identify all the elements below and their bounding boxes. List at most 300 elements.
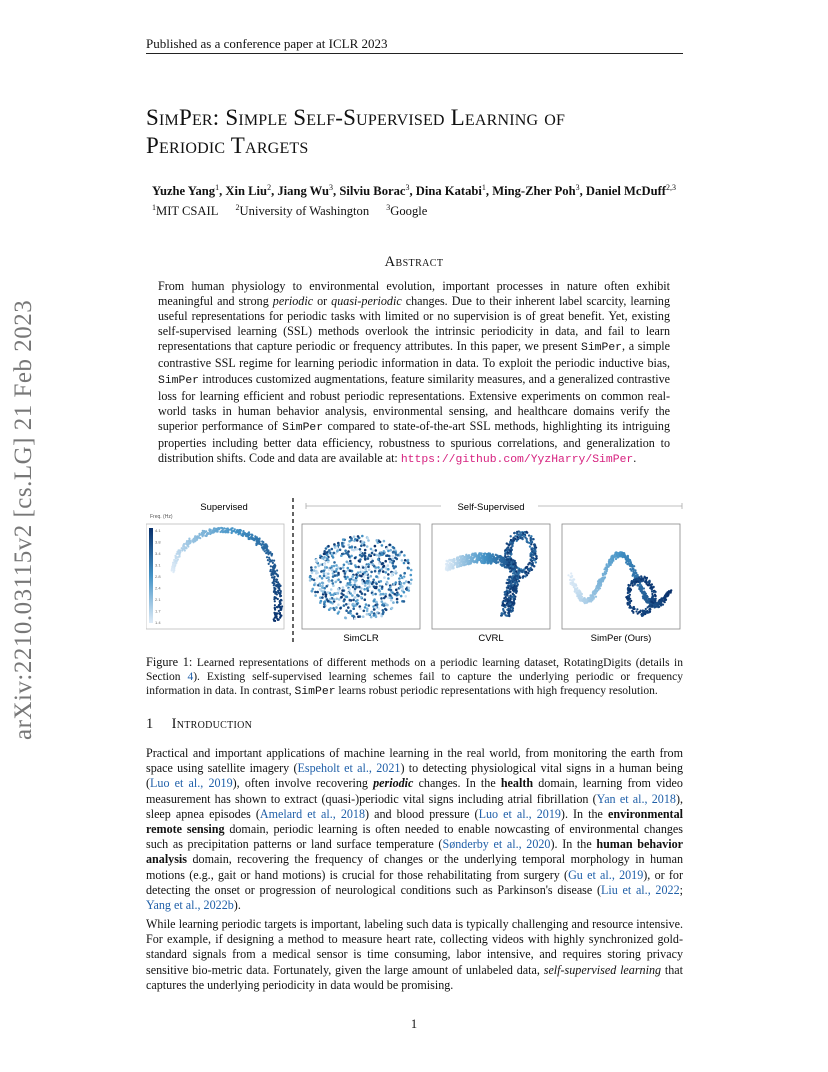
embedding-point [403, 582, 406, 585]
embedding-point [386, 554, 389, 557]
embedding-point [530, 559, 532, 561]
embedding-point [490, 561, 492, 563]
embedding-point [330, 594, 333, 597]
embedding-point [280, 590, 282, 592]
embedding-point [316, 560, 319, 563]
embedding-point [510, 580, 512, 582]
embedding-point [363, 610, 366, 613]
embedding-point [405, 580, 408, 583]
embedding-point [309, 579, 312, 582]
embedding-point [333, 552, 336, 555]
embedding-point [516, 575, 518, 577]
embedding-point [248, 531, 250, 533]
embedding-point [321, 596, 324, 599]
title-line-1: SimPer: Simple Self-Supervised Learning of [146, 105, 566, 130]
embedding-point [381, 600, 384, 603]
embedding-point [273, 582, 275, 584]
embedding-point [370, 548, 373, 551]
embedding-point [384, 560, 387, 563]
embedding-point [509, 591, 511, 593]
embedding-point [637, 613, 639, 615]
embedding-point [339, 607, 342, 610]
embedding-point [318, 583, 321, 586]
colorbar-tick-label: 2.8 [155, 574, 161, 579]
embedding-point [383, 565, 386, 568]
embedding-point [484, 557, 486, 559]
embedding-point [403, 562, 406, 565]
self-supervised-label: Self-Supervised [457, 502, 525, 513]
embedding-point [345, 609, 348, 612]
embedding-point [328, 608, 331, 611]
embedding-point [235, 531, 237, 533]
embedding-point [372, 581, 375, 584]
embedding-point [354, 617, 357, 620]
supervised-label: Supervised [200, 502, 248, 513]
embedding-point [274, 609, 276, 611]
embedding-point [396, 598, 399, 601]
embedding-point [344, 575, 347, 578]
code-link[interactable]: https://github.com/YyzHarry/SimPer [400, 454, 634, 467]
embedding-point [387, 568, 390, 571]
embedding-point [331, 579, 334, 582]
embedding-point [386, 604, 389, 607]
embedding-point [336, 598, 339, 601]
embedding-point [382, 609, 385, 612]
section-ref[interactable]: 4 [187, 671, 194, 683]
embedding-point [530, 555, 532, 557]
embedding-point [313, 579, 316, 582]
embedding-point [343, 604, 346, 607]
embedding-point [354, 588, 357, 591]
embedding-point [341, 542, 344, 545]
embedding-point [255, 536, 257, 538]
embedding-point [628, 558, 630, 560]
embedding-cvrl [445, 530, 538, 617]
embedding-point [323, 553, 326, 556]
embedding-point [606, 566, 608, 568]
embedding-point [347, 606, 350, 609]
embedding-point [363, 544, 366, 547]
embedding-point [392, 558, 395, 561]
embedding-point [373, 586, 376, 589]
embedding-point [615, 558, 617, 560]
embedding-point [401, 576, 404, 579]
embedding-point [644, 596, 646, 598]
embedding-point [632, 585, 634, 587]
embedding-point [640, 590, 642, 592]
embedding-point [481, 557, 483, 559]
embedding-point [360, 545, 363, 548]
citation[interactable]: Luo et al., 2019 [150, 776, 233, 791]
embedding-point [573, 585, 575, 587]
embedding-point [359, 554, 362, 557]
embedding-point [490, 556, 492, 558]
embedding-point [273, 584, 275, 586]
embedding-point [335, 564, 338, 567]
embedding-point [501, 604, 503, 606]
embedding-point [323, 550, 326, 553]
embedding-point [583, 598, 585, 600]
embedding-point [630, 564, 632, 566]
embedding-point [258, 543, 260, 545]
embedding-point [277, 591, 279, 593]
embedding-point [354, 596, 357, 599]
embedding-point [253, 537, 255, 539]
embedding-point [366, 587, 369, 590]
author-sup: 3 [575, 183, 580, 192]
figure-caption: Figure 1: Learned representations of different methods on a periodic learning dataset, RotatingDigits (details in Section 4). Existing self-supervised learning schemes fail to capture the underlying periodic or frequency information in data. In contrast, SimPer learns robust periodic representations with high frequency resolution. [146, 655, 683, 698]
embedding-point [476, 556, 478, 558]
embedding-point [507, 551, 509, 553]
embedding-point [508, 585, 510, 587]
embedding-point [215, 529, 217, 531]
embedding-point [631, 580, 633, 582]
embedding-point [636, 608, 638, 610]
embedding-point [177, 558, 179, 560]
colorbar-tick-label: 3.4 [155, 551, 161, 556]
embedding-point [340, 596, 343, 599]
embedding-point [504, 606, 506, 608]
embedding-point [276, 615, 278, 617]
embedding-point [323, 603, 326, 606]
embedding-point [356, 594, 359, 597]
embedding-point [454, 563, 456, 565]
embedding-point [364, 552, 367, 555]
embedding-point [633, 572, 635, 574]
embedding-point [598, 582, 600, 584]
embedding-point [619, 552, 621, 554]
embedding-point [640, 576, 642, 578]
embedding-point [531, 540, 533, 542]
embedding-point [508, 611, 510, 613]
citation[interactable]: Luo et al., 2019 [478, 806, 561, 821]
embedding-point [579, 598, 581, 600]
embedding-point [509, 556, 511, 558]
embedding-point [528, 568, 530, 570]
embedding-point [349, 560, 352, 563]
embedding-point [274, 600, 276, 602]
embedding-point [456, 566, 458, 568]
embedding-point [374, 545, 377, 548]
embedding-point [361, 540, 364, 543]
embedding-point [337, 603, 340, 606]
embedding-point [574, 591, 576, 593]
embedding-point [381, 553, 384, 556]
embedding-point [335, 606, 338, 609]
embedding-point [275, 591, 277, 593]
embedding-point [333, 561, 336, 564]
embedding-point [343, 564, 346, 567]
embedding-point [533, 559, 535, 561]
embedding-point [570, 572, 572, 574]
embedding-point [261, 543, 263, 545]
embedding-point [332, 556, 335, 559]
embedding-point [382, 570, 385, 573]
embedding-point [378, 589, 381, 592]
citation[interactable]: Yang et al., 2022b [146, 898, 234, 913]
embedding-point [230, 528, 232, 530]
embedding-point [375, 549, 378, 552]
embedding-point [378, 562, 381, 565]
embedding-point [264, 547, 266, 549]
citation[interactable]: Liu et al., 2022 [601, 882, 680, 897]
embedding-point [509, 599, 511, 601]
embedding-point [314, 591, 317, 594]
embedding-point [395, 589, 398, 592]
embedding-point [354, 538, 357, 541]
embedding-point [389, 561, 392, 564]
embedding-point [516, 581, 518, 583]
embedding-point [379, 569, 382, 572]
embedding-point [361, 535, 364, 538]
embedding-point [665, 595, 667, 597]
embedding-point [524, 575, 526, 577]
embedding-point [449, 562, 451, 564]
embedding-point [363, 580, 366, 583]
embedding-point [500, 555, 502, 557]
embedding-point [375, 575, 378, 578]
embedding-point [510, 606, 512, 608]
embedding-point [585, 602, 587, 604]
embedding-point [450, 566, 452, 568]
citation[interactable]: Amelard et al., 2018 [259, 806, 366, 821]
embedding-point [503, 604, 505, 606]
embedding-point [212, 530, 214, 532]
embedding-point [610, 555, 612, 557]
embedding-point [266, 549, 268, 551]
embedding-point [404, 559, 407, 562]
citation[interactable]: Espeholt et al., 2021 [297, 761, 401, 776]
embedding-point [512, 596, 514, 598]
embedding-point [346, 561, 349, 564]
embedding-point [270, 565, 272, 567]
embedding-point [363, 588, 366, 591]
panel-label-simper: SimPer (Ours) [590, 633, 652, 644]
embedding-point [453, 558, 455, 560]
embedding-point [640, 580, 642, 582]
embedding-point [337, 588, 340, 591]
embedding-point [571, 575, 573, 577]
embedding-point [274, 620, 276, 622]
embedding-point [514, 598, 516, 600]
embedding-point [344, 616, 347, 619]
embedding-point [274, 617, 276, 619]
embedding-point [275, 573, 277, 575]
embedding-point [616, 552, 618, 554]
embedding-point [382, 612, 385, 615]
embedding-point [590, 596, 592, 598]
embedding-point [514, 586, 516, 588]
embedding-point [399, 574, 402, 577]
embedding-point [510, 610, 512, 612]
embedding-point [400, 582, 403, 585]
embedding-point [278, 619, 280, 621]
embedding-point [267, 559, 269, 561]
embedding-point [339, 581, 342, 584]
embedding-point [627, 555, 629, 557]
embedding-point [470, 558, 472, 560]
embedding-point [644, 577, 646, 579]
embedding-point [349, 584, 352, 587]
embedding-point [366, 580, 369, 583]
embedding-point [280, 609, 282, 611]
embedding-point [355, 579, 358, 582]
embedding-point [352, 603, 355, 606]
embedding-point [336, 549, 339, 552]
figure-1-graphic [146, 496, 686, 646]
embedding-point [410, 569, 413, 572]
panel-label-simclr: SimCLR [343, 633, 379, 644]
embedding-simper [567, 551, 672, 617]
embedding-point [324, 591, 327, 594]
embedding-point [579, 591, 581, 593]
embedding-point [258, 541, 260, 543]
embedding-point [333, 598, 336, 601]
embedding-point [626, 596, 628, 598]
embedding-point [346, 552, 349, 555]
embedding-point [342, 566, 345, 569]
embedding-point [515, 579, 517, 581]
embedding-point [385, 609, 388, 612]
embedding-point [400, 595, 403, 598]
embedding-point [408, 589, 411, 592]
embedding-point [478, 557, 480, 559]
author-sup: 1 [481, 183, 486, 192]
embedding-point [364, 606, 367, 609]
embedding-point [592, 590, 594, 592]
embedding-point [567, 574, 569, 576]
embedding-point [202, 535, 204, 537]
embedding-point [182, 544, 184, 546]
header-rule [146, 53, 683, 54]
embedding-point [327, 591, 330, 594]
embedding-point [328, 580, 331, 583]
embedding-point [529, 542, 531, 544]
embedding-point [571, 582, 573, 584]
embedding-point [323, 563, 326, 566]
embedding-point [403, 600, 406, 603]
embedding-point [447, 560, 449, 562]
embedding-point [187, 542, 189, 544]
embedding-point [342, 586, 345, 589]
citation[interactable]: Gu et al., 2019 [568, 867, 644, 882]
embedding-point [465, 560, 467, 562]
paper-title [146, 104, 565, 160]
embedding-point [368, 585, 371, 588]
embedding-point [617, 555, 619, 557]
embedding-supervised [171, 527, 284, 622]
embedding-point [393, 547, 396, 550]
arxiv-stamp: arXiv:2210.03115v2 [cs.LG] 21 Feb 2023 [10, 299, 37, 740]
embedding-point [385, 571, 388, 574]
embedding-point [344, 549, 347, 552]
embedding-point [323, 556, 326, 559]
embedding-point [644, 591, 646, 593]
embedding-point [227, 531, 229, 533]
embedding-point [325, 585, 328, 588]
embedding-point [271, 553, 273, 555]
embedding-point [657, 603, 659, 605]
embedding-point [323, 572, 326, 575]
embedding-point [380, 597, 383, 600]
embedding-point [645, 608, 647, 610]
author: Dina Katabi [415, 184, 482, 199]
embedding-point [390, 574, 393, 577]
embedding-point [270, 574, 272, 576]
embedding-point [234, 528, 236, 530]
citation[interactable]: Sønderby et al., 2020 [442, 837, 551, 852]
embedding-point [375, 583, 378, 586]
embedding-point [340, 554, 343, 557]
embedding-point [366, 537, 369, 540]
embedding-point [364, 549, 367, 552]
embedding-point [462, 558, 464, 560]
embedding-point [375, 601, 378, 604]
embedding-point [359, 590, 362, 593]
embedding-point [518, 580, 520, 582]
embedding-point [335, 568, 338, 571]
embedding-point [189, 542, 191, 544]
embedding-point [323, 587, 326, 590]
colorbar-title: Freq. (Hz) [150, 514, 173, 520]
embedding-point [408, 587, 411, 590]
embedding-point [328, 569, 331, 572]
abstract-heading: Abstract [384, 254, 444, 270]
embedding-point [526, 538, 528, 540]
embedding-point [509, 550, 511, 552]
embedding-point [528, 534, 530, 536]
colorbar-tick-label: 3.1 [155, 562, 161, 568]
embedding-point [383, 576, 386, 579]
embedding-point [334, 581, 337, 584]
embedding-point [271, 572, 273, 574]
embedding-point [336, 546, 339, 549]
embedding-point [494, 557, 496, 559]
citation[interactable]: Yan et al., 2018 [596, 791, 676, 806]
embedding-point [604, 576, 606, 578]
embedding-point [323, 570, 326, 573]
embedding-point [327, 573, 330, 576]
embedding-point [513, 537, 515, 539]
colorbar-tick-label: 1.7 [155, 608, 161, 614]
embedding-point [381, 585, 384, 588]
embedding-point [646, 612, 648, 614]
embedding-point [224, 531, 226, 533]
embedding-point [385, 593, 388, 596]
embedding-point [196, 536, 198, 538]
embedding-point [276, 606, 278, 608]
embedding-point [221, 530, 223, 532]
embedding-point [338, 598, 341, 601]
embedding-point [343, 600, 346, 603]
embedding-point [352, 579, 355, 582]
colorbar-ticks [155, 528, 161, 625]
embedding-point [512, 593, 514, 595]
embedding-point [321, 586, 324, 589]
embedding-point [276, 584, 278, 586]
embedding-point [512, 589, 514, 591]
embedding-point [353, 535, 356, 538]
embedding-point [488, 558, 490, 560]
embedding-point [392, 551, 395, 554]
section-heading: 1 Introduction [146, 716, 253, 732]
embedding-point [517, 567, 519, 569]
embedding-point [376, 611, 379, 614]
embedding-point [357, 615, 360, 618]
embedding-point [357, 566, 360, 569]
embedding-point [368, 613, 371, 616]
embedding-point [331, 568, 334, 571]
